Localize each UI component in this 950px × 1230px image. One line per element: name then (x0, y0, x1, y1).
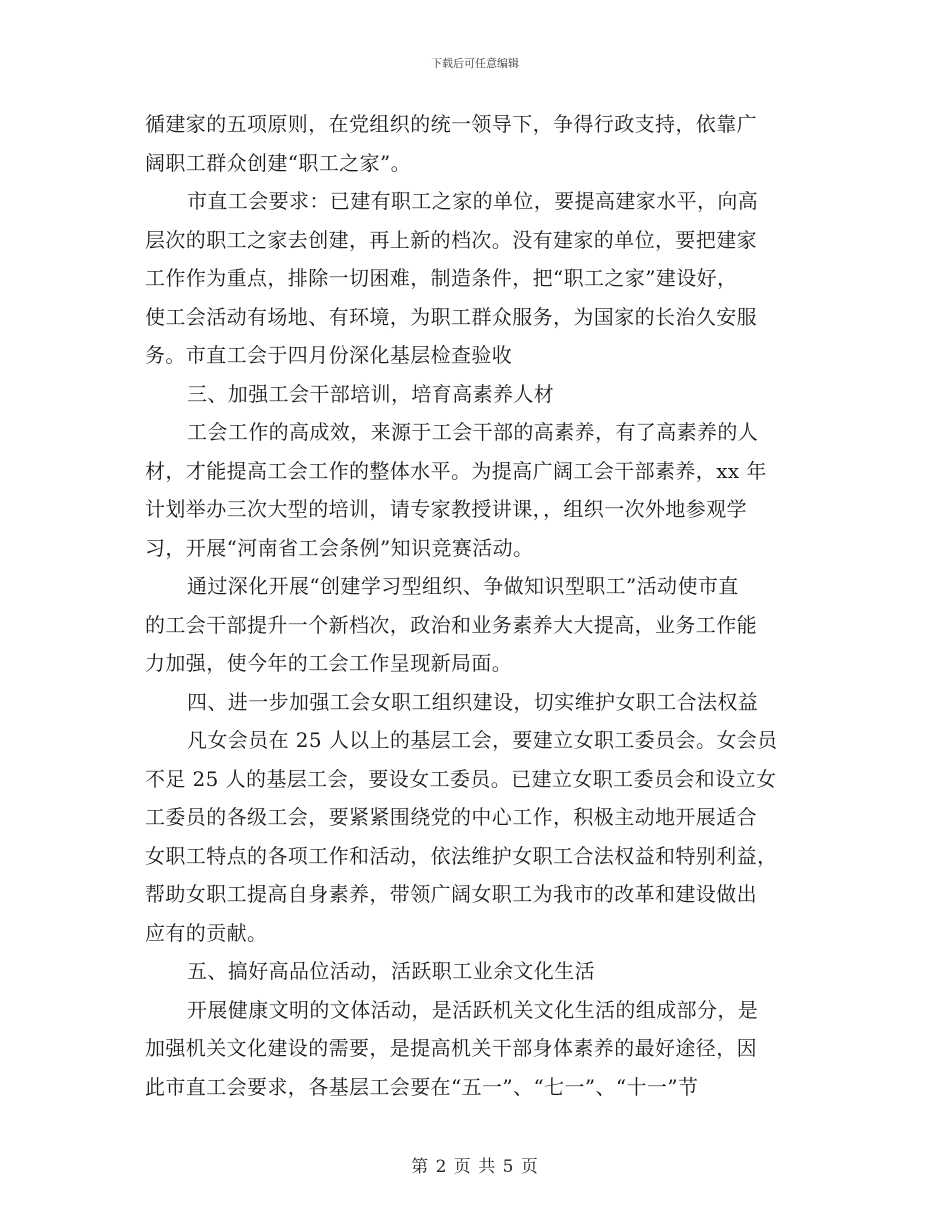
text-line: 的工会干部提升一个新档次，政治和业务素养大大提高，业务工作能 (145, 612, 757, 637)
text-line: 务。市直工会于四月份深化基层检查验收 (145, 343, 513, 367)
text-line: 四、进一步加强工会女职工组织建设，切实维护女职工合法权益 (187, 689, 759, 714)
text-line: 三、加强工会干部培训，培育高素养人材 (187, 381, 555, 406)
text-line: 阔职工群众创建“职工之家”。 (145, 150, 412, 175)
page-header: 下载后可任意编辑 (431, 57, 519, 70)
text-line: 帮助女职工提高自身素养，带领广阔女职工为我市的改革和建设做出 (145, 882, 757, 906)
text-line: 市直工会要求：已建有职工之家的单位，要提高建家水平，向高 (187, 189, 759, 213)
text-line: 工委员的各级工会，要紧紧围绕党的中心工作，积极主动地开展适合 (145, 805, 757, 829)
text-line: 女职工特点的各项工作和活动，依法维护女职工合法权益和特别利益， (145, 843, 778, 868)
text-line: 凡女会员在 25 人以上的基层工会，要建立女职工委员会。女会员 (187, 728, 778, 752)
page-footer: 第 2 页 共 5 页 (411, 1157, 539, 1177)
text-line: 工作作为重点，排除一切困难，制造条件，把“职工之家”建设好， (145, 266, 738, 290)
text-line: 加强机关文化建设的需要，是提高机关干部身体素养的最好途径，因 (145, 1036, 757, 1060)
text-line: 力加强，使今年的工会工作呈现新局面。 (145, 651, 513, 675)
text-line: 材，才能提高工会工作的整体水平。为提高广阔工会干部素养，xx 年 (145, 458, 767, 483)
text-line: 五、搞好高品位活动，活跃职工业余文化生活 (187, 959, 595, 983)
text-line: 不足 25 人的基层工会，要设女工委员。已建立女职工委员会和设立女 (145, 766, 777, 791)
text-line: 应有的贡献。 (145, 920, 268, 945)
text-line: 层次的职工之家去创建，再上新的档次。没有建家的单位，要把建家 (145, 227, 757, 252)
text-line: 使工会活动有场地、有环境，为职工群众服务，为国家的长治久安服 (145, 304, 757, 329)
text-line: 循建家的五项原则，在党组织的统一领导下，争得行政支持，依靠广 (145, 112, 757, 136)
text-line: 开展健康文明的文体活动，是活跃机关文化生活的组成部分，是 (187, 997, 759, 1022)
document-body (145, 105, 805, 1106)
text-line: 习，开展“河南省工会条例”知识竞赛活动。 (145, 535, 534, 560)
text-line: 通过深化开展“创建学习型组织、争做知识型职工”活动使市直 (187, 574, 739, 598)
text-line: 计划举办三次大型的培训，请专家教授讲课，，组织一次外地参观学 (145, 497, 747, 521)
text-line: 此市直工会要求，各基层工会要在“五一”、“七一”、“十一”节 (145, 1074, 699, 1099)
text-line: 工会工作的高成效，来源于工会干部的高素养，有了高素养的人 (187, 420, 759, 444)
